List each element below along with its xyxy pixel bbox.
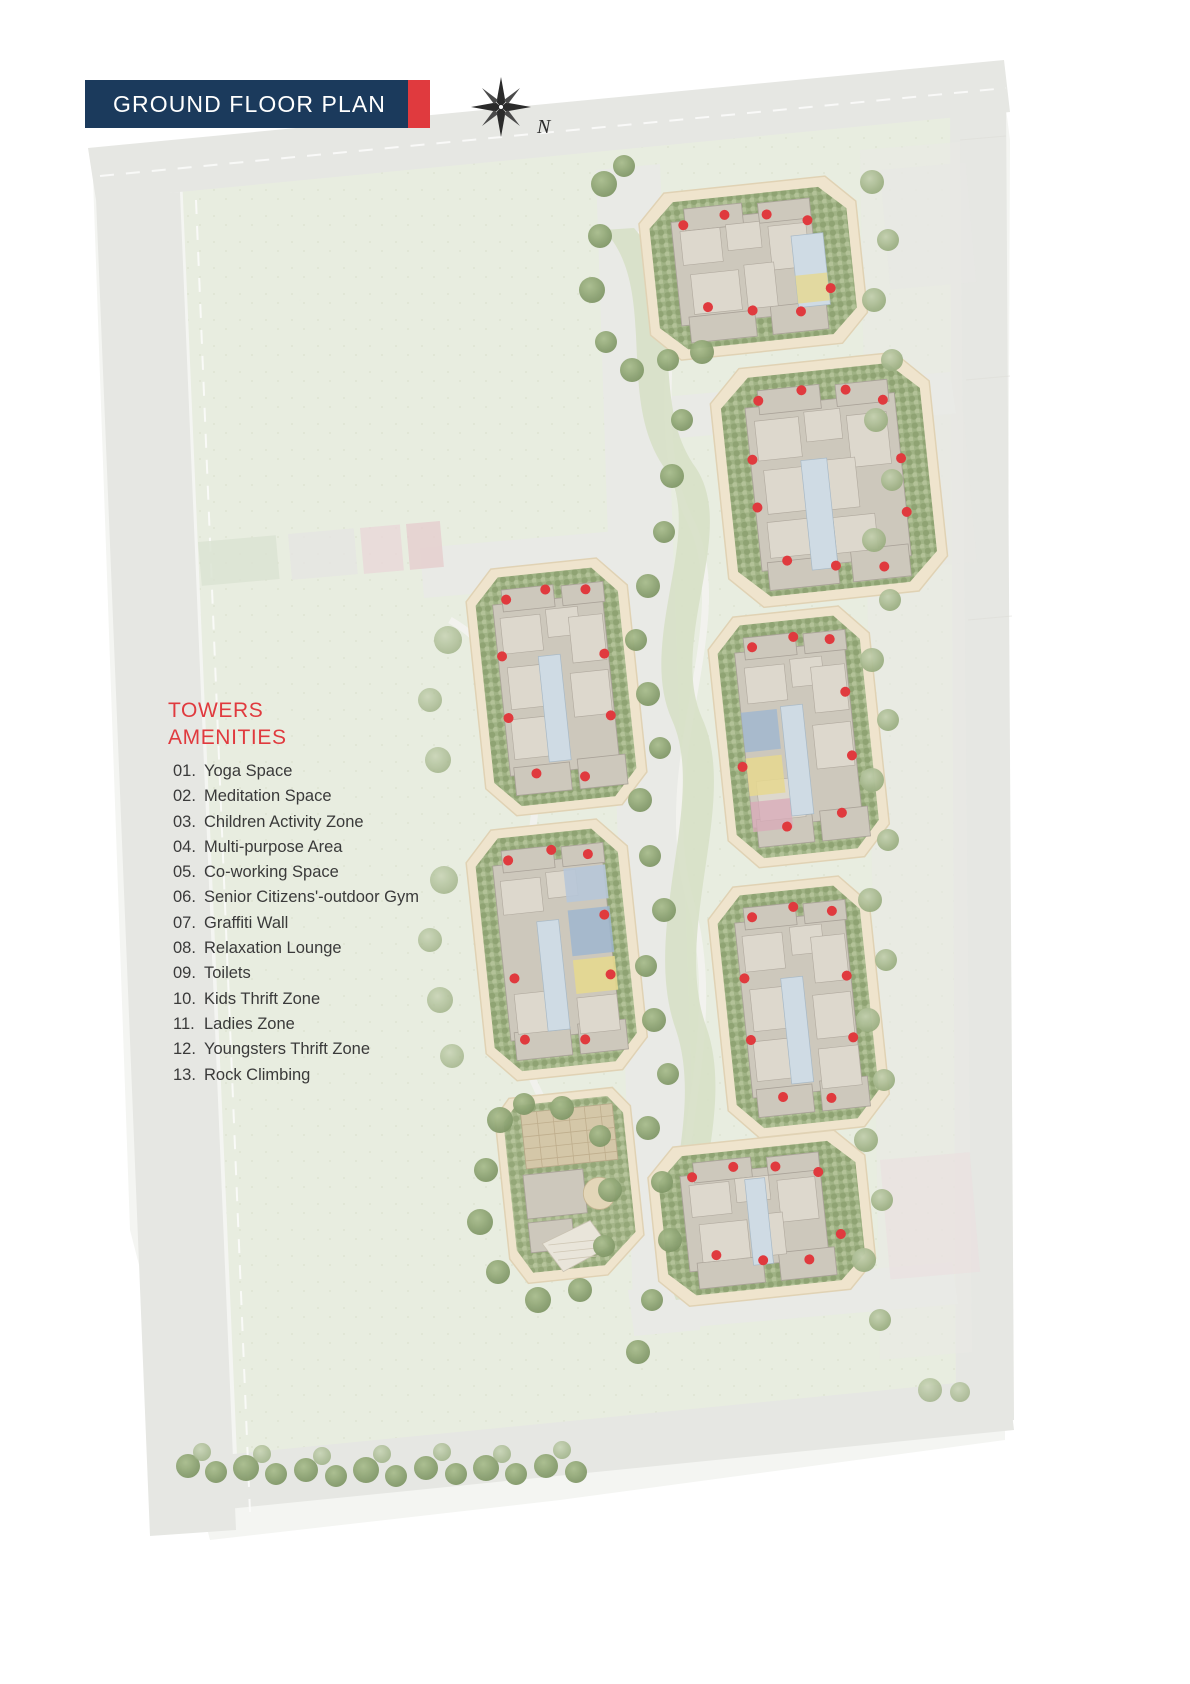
tower-6	[705, 873, 892, 1141]
legend-item-number: 04.	[173, 837, 196, 856]
legend-item-number: 12.	[173, 1040, 196, 1059]
legend-title-line-1: TOWERS	[168, 699, 264, 722]
list-item	[168, 911, 498, 936]
legend-item-label: Yoga Space	[204, 762, 293, 780]
legend-item-label: Graffiti Wall	[204, 913, 289, 932]
legend-item-label: Children Activity Zone	[204, 812, 364, 831]
list-item	[168, 936, 498, 961]
legend-item-label: Kids Thrift Zone	[204, 989, 321, 1008]
legend-item-number: 07.	[173, 913, 196, 932]
list-item	[168, 885, 498, 910]
legend-item-number: 11.	[173, 1014, 195, 1033]
title-box	[85, 80, 408, 128]
legend-item-number: 09.	[173, 964, 196, 983]
list-item	[168, 759, 498, 784]
legend-item-number: 13.	[173, 1065, 196, 1084]
legend-item-label: Ladies Zone	[204, 1014, 295, 1033]
legend-item-label: Toilets	[204, 964, 251, 983]
legend-item-label: Rock Climbing	[204, 1065, 311, 1084]
tower-1	[636, 173, 870, 363]
legend-item-label: Co-working Space	[204, 863, 339, 882]
list-item	[168, 810, 498, 835]
list-item	[168, 835, 498, 860]
tower-4	[705, 603, 892, 871]
compass-rose	[463, 73, 563, 143]
tower-7	[645, 1127, 879, 1309]
legend-item-label: Senior Citizens'-outdoor Gym	[204, 888, 419, 907]
title-accent-bar	[408, 80, 430, 128]
legend-item-number: 10.	[173, 989, 196, 1008]
legend-item-number: 05.	[173, 863, 196, 882]
compass-north-label: N	[537, 116, 551, 138]
list-item	[168, 961, 498, 986]
header-title-bar	[85, 80, 430, 128]
list-item	[168, 1012, 498, 1037]
legend-title-line-2: AMENITIES	[168, 726, 287, 749]
legend-items	[168, 759, 498, 1088]
list-item	[168, 1063, 498, 1088]
legend-item-number: 08.	[173, 939, 196, 958]
legend-title	[168, 697, 498, 751]
legend-item-number: 06.	[173, 888, 196, 907]
amenities-legend	[168, 697, 498, 1088]
legend-item-label: Meditation Space	[204, 787, 332, 806]
page-title: GROUND FLOOR PLAN	[113, 90, 387, 117]
legend-item-number: 01.	[173, 762, 196, 780]
tower-2	[707, 349, 951, 611]
list-item	[168, 860, 498, 885]
list-item	[168, 784, 498, 809]
legend-item-number: 02.	[173, 787, 196, 806]
legend-item-number: 03.	[173, 812, 196, 831]
list-item	[168, 987, 498, 1012]
legend-item-label: Relaxation Lounge	[204, 939, 342, 958]
legend-item-label: Youngsters Thrift Zone	[204, 1040, 371, 1059]
legend-item-label: Multi-purpose Area	[204, 837, 343, 856]
list-item	[168, 1037, 498, 1062]
